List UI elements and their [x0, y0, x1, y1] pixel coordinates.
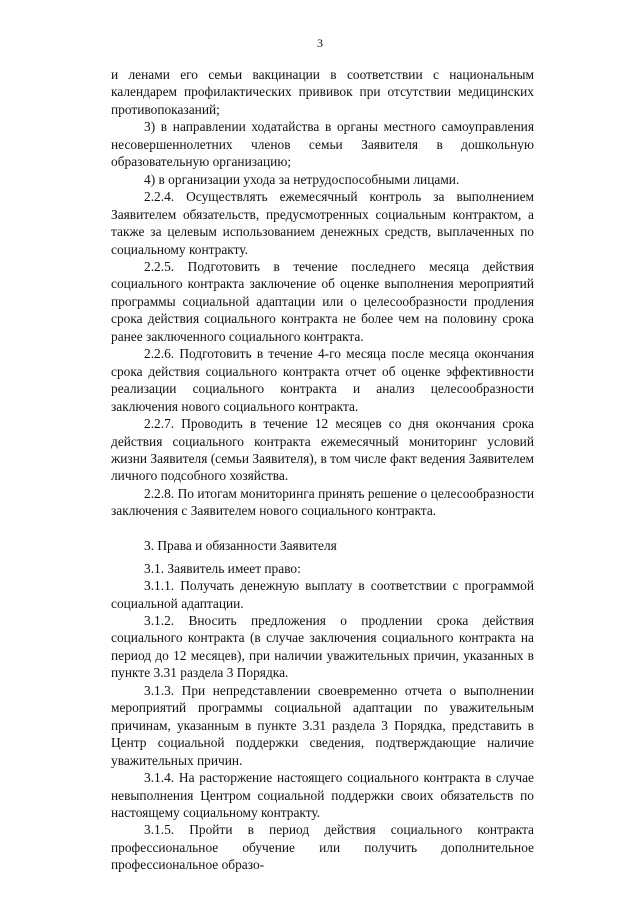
paragraph: 2.2.7. Проводить в течение 12 месяцев со дня окончания срока действия социального контракта ежемесячный мониторинг условий жизни Заявителя (семьи Заявителя), в том числе факт ведения Заявителем личного подсобного хозяйства. — [111, 416, 534, 484]
paragraph: 2.2.6. Подготовить в течение 4-го месяца после месяца окончания срока действия социального контракта отчет об оценке эффективности реализации социального контракта и анализ целесообразности заключения нового социального контракта. — [111, 346, 534, 414]
paragraph: и ленами его семьи вакцинации в соответствии с национальным календарем профилактических прививок при отсутствии медицинских противопоказаний; — [111, 67, 534, 117]
paragraph: 3.1.5. Пройти в период действия социального контракта профессиональное обучение или получить дополнительное профессиональное образо- — [111, 822, 534, 873]
section-heading: 3. Права и обязанности Заявителя — [144, 538, 337, 554]
page-number: 3 — [317, 36, 323, 50]
paragraph: 2.2.5. Подготовить в течение последнего месяца действия социального контракта заключение об оценке выполнения мероприятий программы социальной адаптации или о целесообразности продления срока действия социального контракта не более чем на половину срока ранее заключенного социального контракта. — [111, 258, 534, 344]
paragraph: 3.1.2. Вносить предложения о продлении срока действия социального контракта (в случае заключения социального контракта на период до 12 месяцев), при наличии уважительных причин, указанных в пункте 3.31 раздела 3 Порядка. — [111, 613, 534, 681]
paragraph: 3.1. Заявитель имеет право: — [144, 560, 301, 576]
paragraph: 2.2.4. Осуществлять ежемесячный контроль за выполнением Заявителем обязательств, предусмотренных социальным контрактом, а также за целевым использованием денежных средств, выплаченных по социальному контракту. — [111, 189, 534, 257]
document-body — [111, 66, 534, 874]
paragraph: 2.2.8. По итогам мониторинга принять решение о целесообразности заключения с Заявителем нового социального контракта. — [111, 485, 534, 519]
paragraph: 3.1.4. На расторжение настоящего социального контракта в случае невыполнения Центром социальной поддержки своих обязательств по настоящему социальному контракту. — [111, 770, 534, 821]
paragraph: 3.1.3. При непредставлении своевременно отчета о выполнении мероприятий программы социальной адаптации по уважительным причинам, указанным в пункте 3.31 раздела 3 Порядка, представить в Центр социальной поддержки сведения, подтверждающие наличие уважительных причин. — [111, 682, 534, 768]
paragraph: 3) в направлении ходатайства в органы местного самоуправления несовершеннолетних членов семьи Заявителя в дошкольную образовательную организацию; — [111, 119, 534, 170]
paragraph: 3.1.1. Получать денежную выплату в соответствии с программой социальной адаптации. — [111, 578, 534, 611]
paragraph: 4) в организации ухода за нетрудоспособными лицами. — [144, 171, 460, 187]
